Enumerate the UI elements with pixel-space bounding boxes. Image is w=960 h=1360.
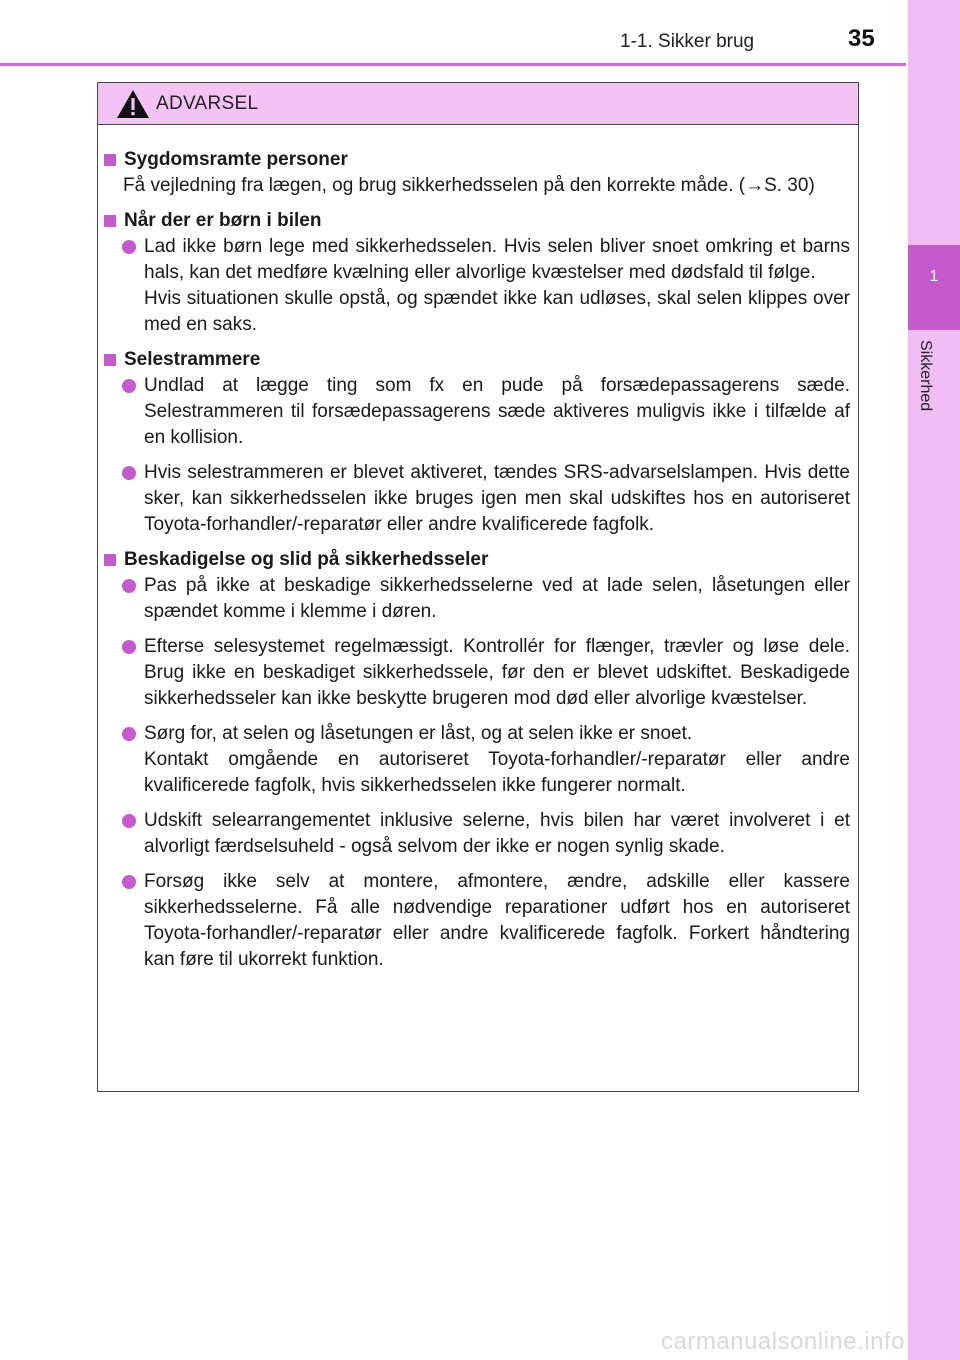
list-item: [144, 573, 850, 625]
list-item-text: Udskift selearrangementet inklusive selerne, hvis bilen har været involveret i et alvorligt færdselsuheld - også selvom der ikke er nogen synlig skade.: [144, 810, 850, 857]
section-heading: [98, 547, 850, 573]
list-item-text: Undlad at lægge ting som fx en pude på forsædepassagerens sæde. Selestrammeren til forsædepassagerens sæde aktiveres muligvis ikke i tilfælde af en kollision.: [144, 375, 850, 448]
section-title: 1-1. Sikker brug: [620, 31, 755, 52]
list-item-text: Forsøg ikke selv at montere, afmontere, ændre, adskille eller kassere sikkerhedsselerne. Få alle nødvendige reparationer udført hos en autoriseret Toyota-forhandler/-reparatør eller andre kvalificerede fagfolk. Forkert håndtering kan føre til ukorrekt funktion.: [144, 871, 850, 970]
list-item: [144, 373, 850, 451]
circle-bullet-icon: [122, 875, 136, 889]
list-item: [144, 234, 850, 338]
list-item-text: Sørg for, at selen og låsetungen er låst, og at selen ikke er snoet.: [144, 723, 693, 744]
chapter-number: 1: [929, 268, 939, 285]
list-item-text: Hvis selestrammeren er blevet aktiveret, tændes SRS-advarselslampen. Hvis dette sker, kan sikkerhedsselen ikke bruges igen men skal udskiftes hos en autoriseret Toyota-forhandler/-reparatør eller andre kvalificerede fagfolk.: [144, 462, 850, 535]
list-item-text: Lad ikke børn lege med sikkerhedsselen. Hvis selen bliver snoet omkring et barns hals, kan det medføre kvælning eller alvorlige kvæstelser med dødsfald til følge.: [144, 236, 850, 283]
header-divider: [0, 63, 906, 66]
list-item: [144, 460, 850, 538]
warning-body: [98, 125, 858, 973]
page-number: 35: [848, 25, 875, 52]
circle-bullet-icon: [122, 640, 136, 654]
square-bullet-icon: [104, 354, 116, 366]
list-item: [144, 634, 850, 712]
list-item-text: Efterse selesystemet regelmæssigt. Kontrollér for flænger, trævler og løse dele. Brug ikke en beskadiget sikkerhedssele, før den er blevet udskiftet. Beskadigede sikkerhedsseler kan ikke beskytte brugeren mod død eller alvorlige kvæstelser.: [144, 636, 850, 709]
watermark-text: carmanualsonline.info: [661, 1328, 905, 1355]
warning-box: [97, 82, 859, 1092]
section-heading: [98, 208, 850, 234]
list-item-text: Pas på ikke at beskadige sikkerhedsselerne ved at lade selen, låsetungen eller spændet komme i klemme i døren.: [144, 575, 850, 622]
list-item-text: Hvis situationen skulle opstå, og spændet ikke kan udløses, skal selen klippes over med en saks.: [144, 288, 850, 335]
warning-title: ADVARSEL: [156, 92, 259, 114]
side-tab-strip: [908, 0, 960, 1360]
circle-bullet-icon: [122, 466, 136, 480]
list-item: [144, 721, 850, 799]
chapter-label: Sikkerhed: [917, 340, 934, 412]
side-tab-active: [908, 245, 960, 330]
square-bullet-icon: [104, 215, 116, 227]
circle-bullet-icon: [122, 579, 136, 593]
section-heading: [98, 347, 850, 373]
circle-bullet-icon: [122, 814, 136, 828]
list-item: [144, 808, 850, 860]
warning-header: [98, 83, 858, 125]
list-item-text: Kontakt omgående en autoriseret Toyota-forhandler/-reparatør eller andre kvalificerede fagfolk, hvis sikkerhedsselen ikke fungerer normalt.: [144, 749, 850, 796]
section-heading: [98, 147, 850, 173]
circle-bullet-icon: [122, 379, 136, 393]
circle-bullet-icon: [122, 727, 136, 741]
section-heading-text: Sygdomsramte personer: [124, 149, 348, 170]
section-heading-text: Når der er børn i bilen: [124, 210, 322, 231]
list-item: [144, 869, 850, 973]
square-bullet-icon: [104, 154, 116, 166]
section-text: Få vejledning fra lægen, og brug sikkerhedsselen på den korrekte måde. (→S. 30): [123, 175, 815, 196]
square-bullet-icon: [104, 554, 116, 566]
circle-bullet-icon: [122, 240, 136, 254]
warning-triangle-icon: [116, 89, 150, 119]
section-heading-text: Selestrammere: [124, 349, 261, 370]
section-heading-text: Beskadigelse og slid på sikkerhedsseler: [124, 549, 489, 570]
